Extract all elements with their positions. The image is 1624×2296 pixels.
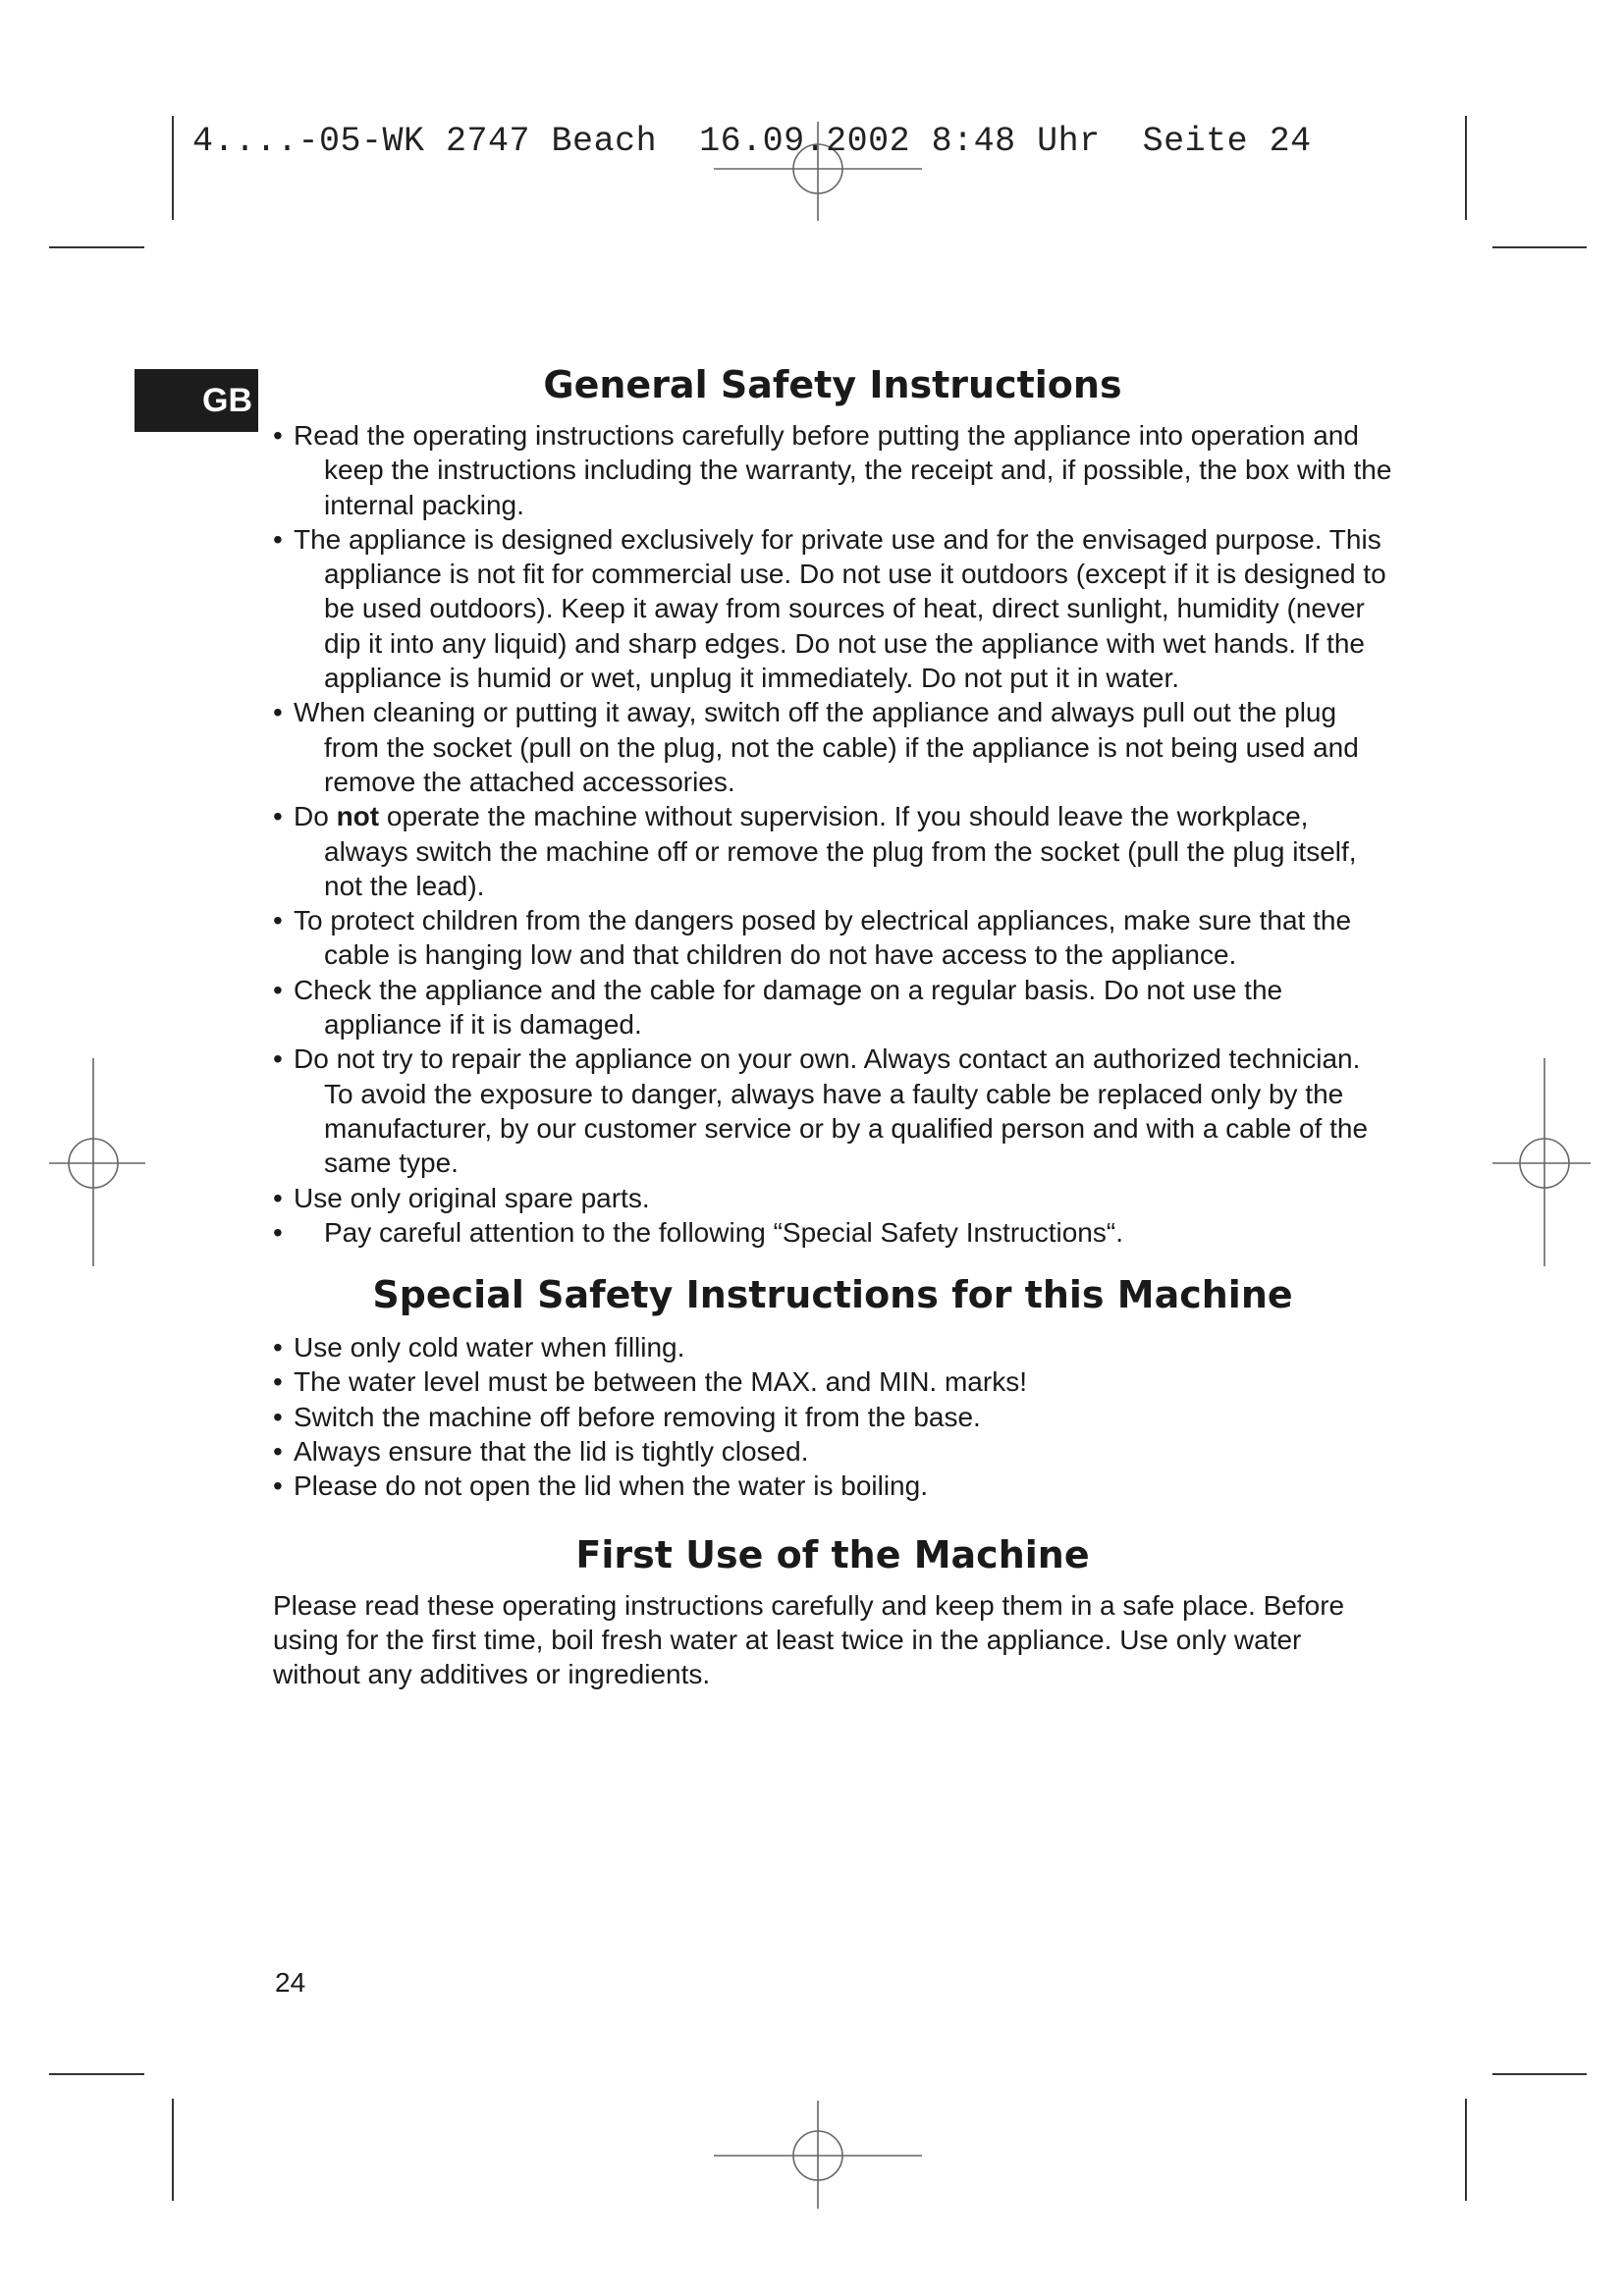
list-item-text: To protect children from the dangers posed by electrical appliances, make sure that the cable is hanging low and that children do not have access to the appliance. bbox=[294, 905, 1352, 971]
bullet: • bbox=[273, 974, 283, 1005]
bullet: • bbox=[273, 1216, 283, 1248]
list-item-text: Read the operating instructions carefully before putting the appliance into operation and keep the instructions including the warranty, the receipt and, if possible, the box with the internal packing. bbox=[294, 420, 1392, 520]
list-item bbox=[273, 1181, 1392, 1215]
list-item-text: Use only cold water when filling. bbox=[294, 1332, 685, 1363]
list-item bbox=[273, 1041, 1392, 1180]
first-use-paragraph: Please read these operating instructions carefully and keep them in a safe place. Before using for the first time, boil fresh water at least twice in the appliance. Use only water without any additives or ingredients. bbox=[273, 1589, 1345, 1690]
list-item-text: Do not try to repair the appliance on your own. Always contact an authorized technician. To avoid the exposure to danger, always have a faulty cable be replaced only by the manufacturer, by our customer service or by a qualified person and with a cable of the same type. bbox=[294, 1043, 1369, 1179]
bullet: • bbox=[273, 1366, 283, 1398]
list-item-text: Always ensure that the lid is tightly closed. bbox=[294, 1436, 809, 1468]
list-item-text-after: operate the machine without supervision. If you should leave the workplace, always switch the machine off or remove the plug from the socket (pull the plug itself, not the lead). bbox=[324, 801, 1357, 901]
list-item-text: Please do not open the lid when the water is boiling. bbox=[294, 1470, 928, 1502]
bullet: • bbox=[273, 1043, 283, 1075]
print-slug-header: 4....-05-WK 2747 Beach 16.09.2002 8:48 Uhr Seite 24 bbox=[192, 122, 1312, 161]
list-item bbox=[273, 1434, 1392, 1468]
list-item-text: Use only original spare parts. bbox=[294, 1182, 650, 1213]
page-content bbox=[273, 363, 1392, 1692]
bullet: • bbox=[273, 905, 283, 936]
section-title-first-use: First Use of the Machine bbox=[575, 1532, 1090, 1576]
list-item-text: Pay careful attention to the following “Special Safety Instructions“. bbox=[324, 1216, 1123, 1248]
list-item bbox=[273, 1400, 1392, 1434]
bullet: • bbox=[273, 523, 283, 555]
bullet: • bbox=[273, 420, 283, 451]
bullet: • bbox=[273, 1332, 283, 1363]
section-title-general-safety: General Safety Instructions bbox=[543, 363, 1122, 406]
list-item-text: Switch the machine off before removing it from the base. bbox=[294, 1401, 981, 1432]
list-item-text-bold: not bbox=[336, 801, 380, 832]
list-item bbox=[273, 903, 1392, 973]
list-item bbox=[273, 799, 1392, 903]
list-item bbox=[273, 973, 1392, 1042]
list-item bbox=[273, 695, 1392, 799]
bullet: • bbox=[273, 1436, 283, 1468]
list-item bbox=[273, 1215, 1392, 1250]
list-item-text: Check the appliance and the cable for damage on a regular basis. Do not use the appliance if it is damaged. bbox=[294, 974, 1283, 1041]
special-safety-list bbox=[273, 1330, 1392, 1503]
bullet: • bbox=[273, 1470, 283, 1502]
general-safety-list bbox=[273, 418, 1392, 1250]
list-item bbox=[273, 1364, 1392, 1399]
bullet: • bbox=[273, 1401, 283, 1432]
list-item bbox=[273, 1468, 1392, 1503]
language-tab: GB bbox=[135, 369, 258, 432]
list-item bbox=[273, 1330, 1392, 1364]
bullet: • bbox=[273, 697, 283, 728]
bullet: • bbox=[273, 801, 283, 832]
list-item-text-before: Do bbox=[294, 801, 337, 832]
list-item bbox=[273, 522, 1392, 695]
list-item-text: The appliance is designed exclusively for private use and for the envisaged purpose. This appliance is not fit for commercial use. Do not use it outdoors (except if it is designed to be used outdoors). Keep it away from sources of heat, direct sunlight, humidity (never dip it into any liquid) and sharp edges. Do not use the appliance with wet hands. If the appliance is humid or wet, unplug it immediately. Do not put it in water. bbox=[294, 523, 1386, 694]
section-title-special-safety: Special Safety Instructions for this Machine bbox=[372, 1273, 1293, 1317]
list-item-text: When cleaning or putting it away, switch off the appliance and always pull out the plug from the socket (pull on the plug, not the cable) if the appliance is not being used and remove the attached accessories. bbox=[294, 697, 1359, 797]
bullet: • bbox=[273, 1182, 283, 1213]
list-item-text: The water level must be between the MAX. and MIN. marks! bbox=[294, 1366, 1027, 1398]
page-number: 24 bbox=[275, 1967, 306, 1998]
list-item bbox=[273, 418, 1392, 522]
